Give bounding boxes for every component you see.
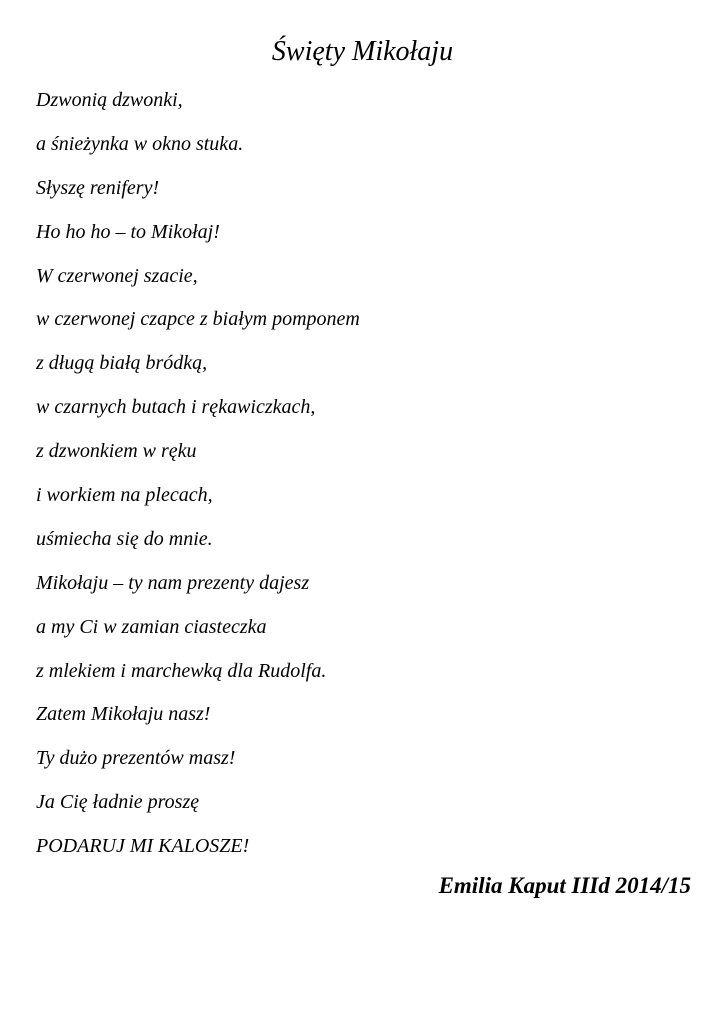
poem-line: Ho ho ho – to Mikołaj! [36, 220, 220, 243]
poem-line: PODARUJ MI KALOSZE! [36, 835, 250, 858]
poem-line: z mlekiem i marchewką dla Rudolfa. [36, 659, 327, 682]
poem-line: a śnieżynka w okno stuka. [36, 132, 244, 155]
poem-line: a my Ci w zamian ciasteczka [36, 615, 267, 638]
poem-line: z długą białą bródką, [36, 352, 208, 375]
poem-line: Dzwonią dzwonki, [36, 89, 183, 111]
poem-title: Święty Mikołaju [271, 36, 454, 67]
poem-line: uśmiecha się do mnie. [36, 527, 213, 550]
poem-line: W czerwonej szacie, [36, 264, 198, 287]
author-signature: Emilia Kaput IIId 2014/15 [438, 873, 691, 898]
poem-line: w czarnych butach i rękawiczkach, [36, 396, 316, 419]
poem-line: Zatem Mikołaju nasz! [36, 703, 211, 726]
poem-line: w czerwonej czapce z białym pomponem [36, 308, 360, 331]
poem-line: Mikołaju – ty nam prezenty dajesz [36, 571, 310, 594]
poem-line: z dzwonkiem w ręku [36, 440, 197, 463]
poem-line: Słyszę renifery! [36, 176, 160, 199]
poem-verse [36, 82, 360, 872]
poem-line: Ja Cię ładnie proszę [36, 791, 200, 814]
poem-line: Ty dużo prezentów masz! [36, 747, 236, 770]
poem-line: i workiem na plecach, [36, 484, 213, 507]
